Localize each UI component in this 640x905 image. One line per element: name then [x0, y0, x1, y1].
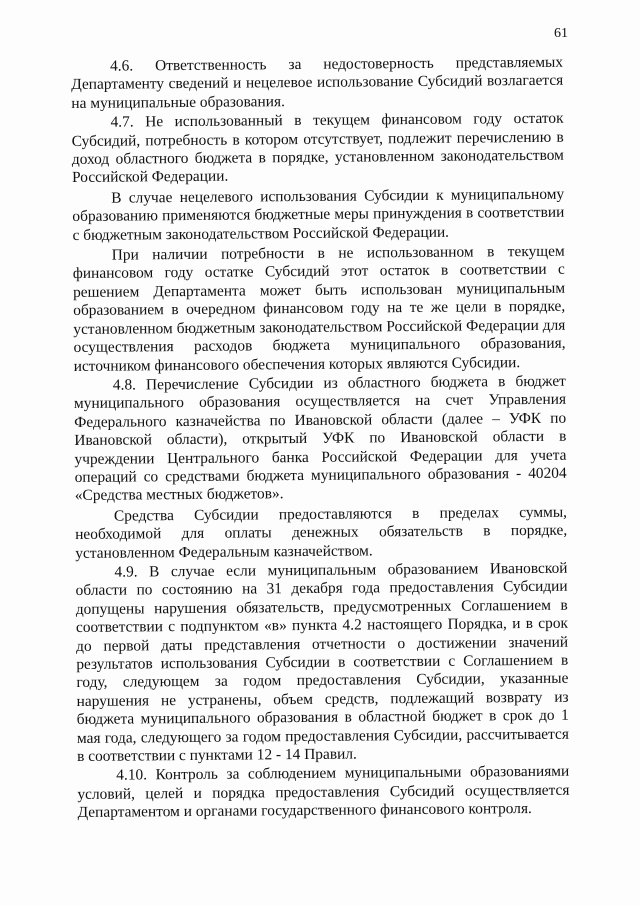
- page-number: 61: [554, 26, 568, 41]
- paragraph-unused-balance: При наличии потребности в не использованном в текущем финансовом году остатке Субсидий этот остаток в соответствии с решением Департамента может быть использован муниципальным образованием в очередном финансовом году на те же цели в порядке, установленном бюджетным законодательством Российской Федерации для осуществления расходов бюджета муниципального образования, источником финансового обеспечения которых являются Субсидии.: [72, 242, 566, 375]
- paragraph-misuse-measures: В случае нецелевого использования Субсидии к муниципальному образованию применяются бюджетные меры принуждения в соответствии с бюджетным законодательством Российской Федерации.: [72, 185, 565, 244]
- paragraph-4-6: 4.6. Ответственность за недостоверность представляемых Департаменту сведений и нецелевое использование Субсидий возлагается на муниципальные образования.: [71, 53, 564, 112]
- paragraph-4-9: 4.9. В случае если муниципальным образованием Ивановской области по состоянию на 31 декабря года предоставления Субсидии допущены нарушения обязательств, предусмотренных Соглашением в соответствии с подпунктом «в» пункта 4.2 настоящего Порядка, и в срок до первой даты представления отчетности о достижении значений результатов использования Субсидии в соответствии с Соглашением в году, следующем за годом предоставления Субсидии, указанные нарушения не устранены, объем средств, подлежащий возврату из бюджета муниципального образования в областной бюджет в срок до 1 мая года, следующего за годом предоставления Субсидии, рассчитывается в соответствии с пунктами 12 - 14 Правил.: [75, 559, 569, 766]
- document-body: [71, 54, 570, 824]
- paragraph-4-8: 4.8. Перечисление Субсидии из областного бюджета в бюджет муниципального образования осуществляется на счет Управления Федерального казначейства по Ивановской области (далее – УФК по Ивановской области), открытый УФК по Ивановской области в учреждении Центрального банка Российской Федерации для учета операций со средствами бюджета муниципального образования - 40204 «Средства местных бюджетов».: [73, 372, 567, 505]
- paragraph-4-7: 4.7. Не использованный в текущем финансовом году остаток Субсидий, потребность в котором отсутствует, подлежит перечислению в доход областного бюджета в порядке, установленном законодательством Российской Федерации.: [71, 109, 564, 187]
- paragraph-4-10: 4.10. Контроль за соблюдением муниципальными образованиями условий, целей и порядка предоставления Субсидий осуществляется Департаментом и органами государственного финансового контроля.: [77, 763, 570, 822]
- paragraph-subsidy-funds: Средства Субсидии предоставляются в пределах суммы, необходимой для оплаты денежных обязательств в порядке, установленном Федеральным казначейством.: [75, 503, 568, 562]
